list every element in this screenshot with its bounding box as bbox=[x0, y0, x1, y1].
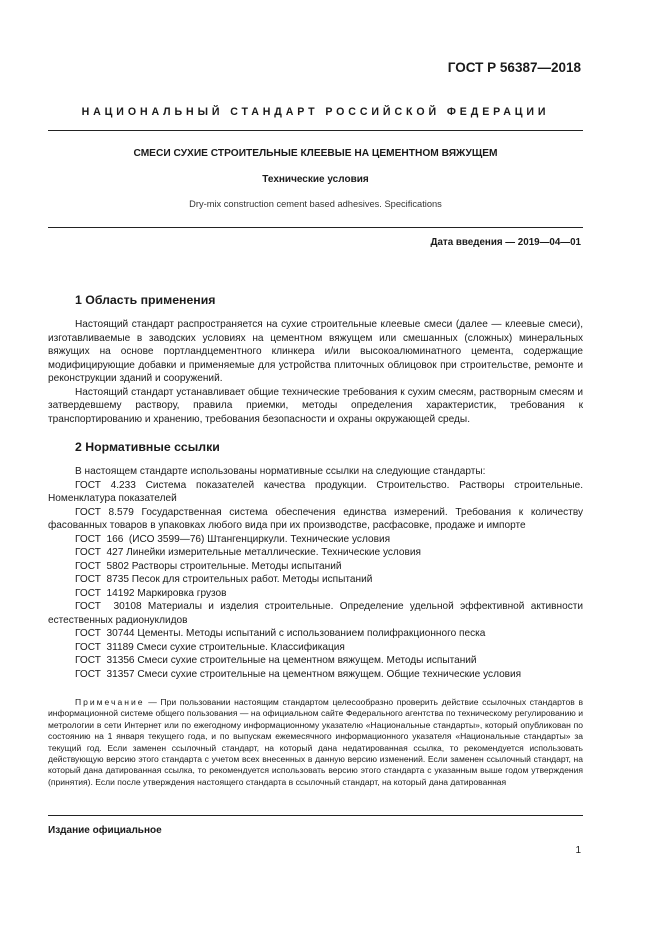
reference-item bbox=[48, 654, 583, 668]
reference-item bbox=[48, 627, 583, 641]
reference-title: Смеси сухие строительные на цементном вяжущем. Методы испытаний bbox=[137, 655, 477, 666]
standard-title: СМЕСИ СУХИЕ СТРОИТЕЛЬНЫЕ КЛЕЕВЫЕ НА ЦЕМЕНТНОМ ВЯЖУЩЕМ bbox=[133, 148, 498, 159]
english-title: Dry-mix construction cement based adhesives. Specifications bbox=[189, 199, 442, 209]
references-note bbox=[48, 697, 583, 788]
reference-code: ГОСТ 427 bbox=[75, 547, 124, 558]
reference-title: Смеси сухие строительные. Классификация bbox=[136, 641, 345, 653]
reference-code: ГОСТ 31357 bbox=[75, 668, 135, 680]
reference-item bbox=[48, 587, 583, 601]
reference-item bbox=[48, 546, 583, 560]
reference-title: Растворы строительные. Методы испытаний bbox=[131, 560, 342, 572]
section-1-body bbox=[48, 318, 583, 426]
references-intro: В настоящем стандарте использованы нормативные ссылки на следующие стандарты: bbox=[75, 466, 486, 477]
note-text: — При пользовании настоящим стандартом целесообразно проверить действие ссылочных стандартов в информационной системе общего пользования — на официальном сайте Федерального агентства по техническому регулированию и метрологии в сети Интернет или по ежегодному информационному указателю «Национальные стандарты», который опубликован по состоянию на 1 января текущего года, и по выпускам ежемесячного информационного указателя «Национальные стандарты» за текущий год. Если заменен ссылочный стандарт, на который дана недатированная ссылка, то рекомендуется использовать действующую версию этого стандарта с учетом всех внесенных в данную версию изменений. Если заменен ссылочный стандарт, на который дана датированная ссылка, то рекомендуется использовать версию этого стандарта с указанным выше годом утверждения (принятия). Если после утверждения настоящего стандарта в ссылочный стандарт, на который дана датированная bbox=[48, 697, 584, 787]
reference-title: Штангенциркули. Технические условия bbox=[207, 533, 391, 545]
official-edition-label: Издание официальное bbox=[48, 825, 162, 836]
reference-code: ГОСТ 14192 bbox=[75, 587, 135, 599]
reference-item bbox=[48, 668, 583, 682]
reference-item bbox=[48, 479, 583, 506]
reference-code: ГОСТ 31189 bbox=[75, 641, 134, 653]
reference-title: Система показателей качества продукции. Строительство. Растворы строительные. Номенклатура показателей bbox=[48, 479, 583, 504]
reference-title: Материалы и изделия строительные. Определение удельной эффективной активности естественных радионуклидов bbox=[48, 601, 584, 626]
page-number: 1 bbox=[575, 845, 581, 856]
title-divider bbox=[48, 227, 583, 228]
national-standard-banner: НАЦИОНАЛЬНЫЙ СТАНДАРТ РОССИЙСКОЙ ФЕДЕРАЦИИ bbox=[81, 106, 550, 118]
reference-title: Государственная система обеспечения единства измерений. Требования к количеству фасованных товаров в упаковках любого вида при их производстве, расфасовке, продаже и импорте bbox=[48, 506, 584, 531]
reference-title: Песок для строительных работ. Методы испытаний bbox=[131, 574, 373, 585]
reference-title: Смеси сухие строительные на цементном вяжущем. Общие технические условия bbox=[137, 668, 522, 680]
note-label: Примечание bbox=[75, 697, 145, 707]
section-1-paragraph: Настоящий стандарт устанавливает общие технические требования к сухим смесям, растворным смесям и затвердевшему раствору, правила приемки, методы определения характеристик, требования к транспортированию и хранению, требования безопасности и охраны окружающей среды. bbox=[48, 386, 583, 425]
section-1-heading: 1 Область применения bbox=[75, 293, 216, 307]
reference-code: ГОСТ 31356 bbox=[75, 655, 135, 666]
reference-item bbox=[48, 600, 583, 627]
standard-subtitle: Технические условия bbox=[262, 174, 369, 185]
header-divider bbox=[48, 130, 583, 131]
reference-title: Цементы. Методы испытаний с использованием полифракционного песка bbox=[137, 628, 486, 639]
reference-item bbox=[48, 573, 583, 587]
reference-item bbox=[48, 641, 583, 655]
reference-code: ГОСТ 30108 bbox=[75, 601, 142, 612]
reference-title: Линейки измерительные металлические. Технические условия bbox=[126, 547, 422, 558]
reference-item bbox=[48, 533, 583, 547]
section-2-heading: 2 Нормативные ссылки bbox=[75, 440, 220, 454]
reference-code: ГОСТ 8735 bbox=[75, 574, 129, 585]
reference-code: ГОСТ 30744 bbox=[75, 628, 135, 639]
document-number: ГОСТ Р 56387—2018 bbox=[447, 60, 581, 75]
reference-code: ГОСТ 5802 bbox=[75, 560, 129, 572]
reference-code: ГОСТ 4.233 bbox=[75, 479, 136, 491]
reference-item bbox=[48, 560, 583, 574]
section-1-paragraph: Настоящий стандарт распространяется на сухие строительные клеевые смеси (далее — клеевые смеси), изготавливаемые в заводских условиях на цементном вяжущем или смешанных (сложных) минеральных вяжущих на основе портландцементного клинкера и/или высокоалюминатного цемента, содержащие модифицирующие добавки и применяемые для устройства плиточных облицовок при строительстве, ремонте и реконструкции зданий и сооружений. bbox=[48, 319, 583, 384]
introduction-date: Дата введения — 2019—04—01 bbox=[430, 237, 581, 248]
normative-references-list bbox=[48, 465, 583, 681]
reference-title: Маркировка грузов bbox=[137, 587, 227, 599]
reference-code: ГОСТ 8.579 bbox=[75, 506, 134, 518]
reference-item bbox=[48, 506, 583, 533]
reference-code: ГОСТ 166 (ИСО 3599—76) bbox=[75, 533, 205, 545]
footer-divider bbox=[48, 815, 583, 816]
